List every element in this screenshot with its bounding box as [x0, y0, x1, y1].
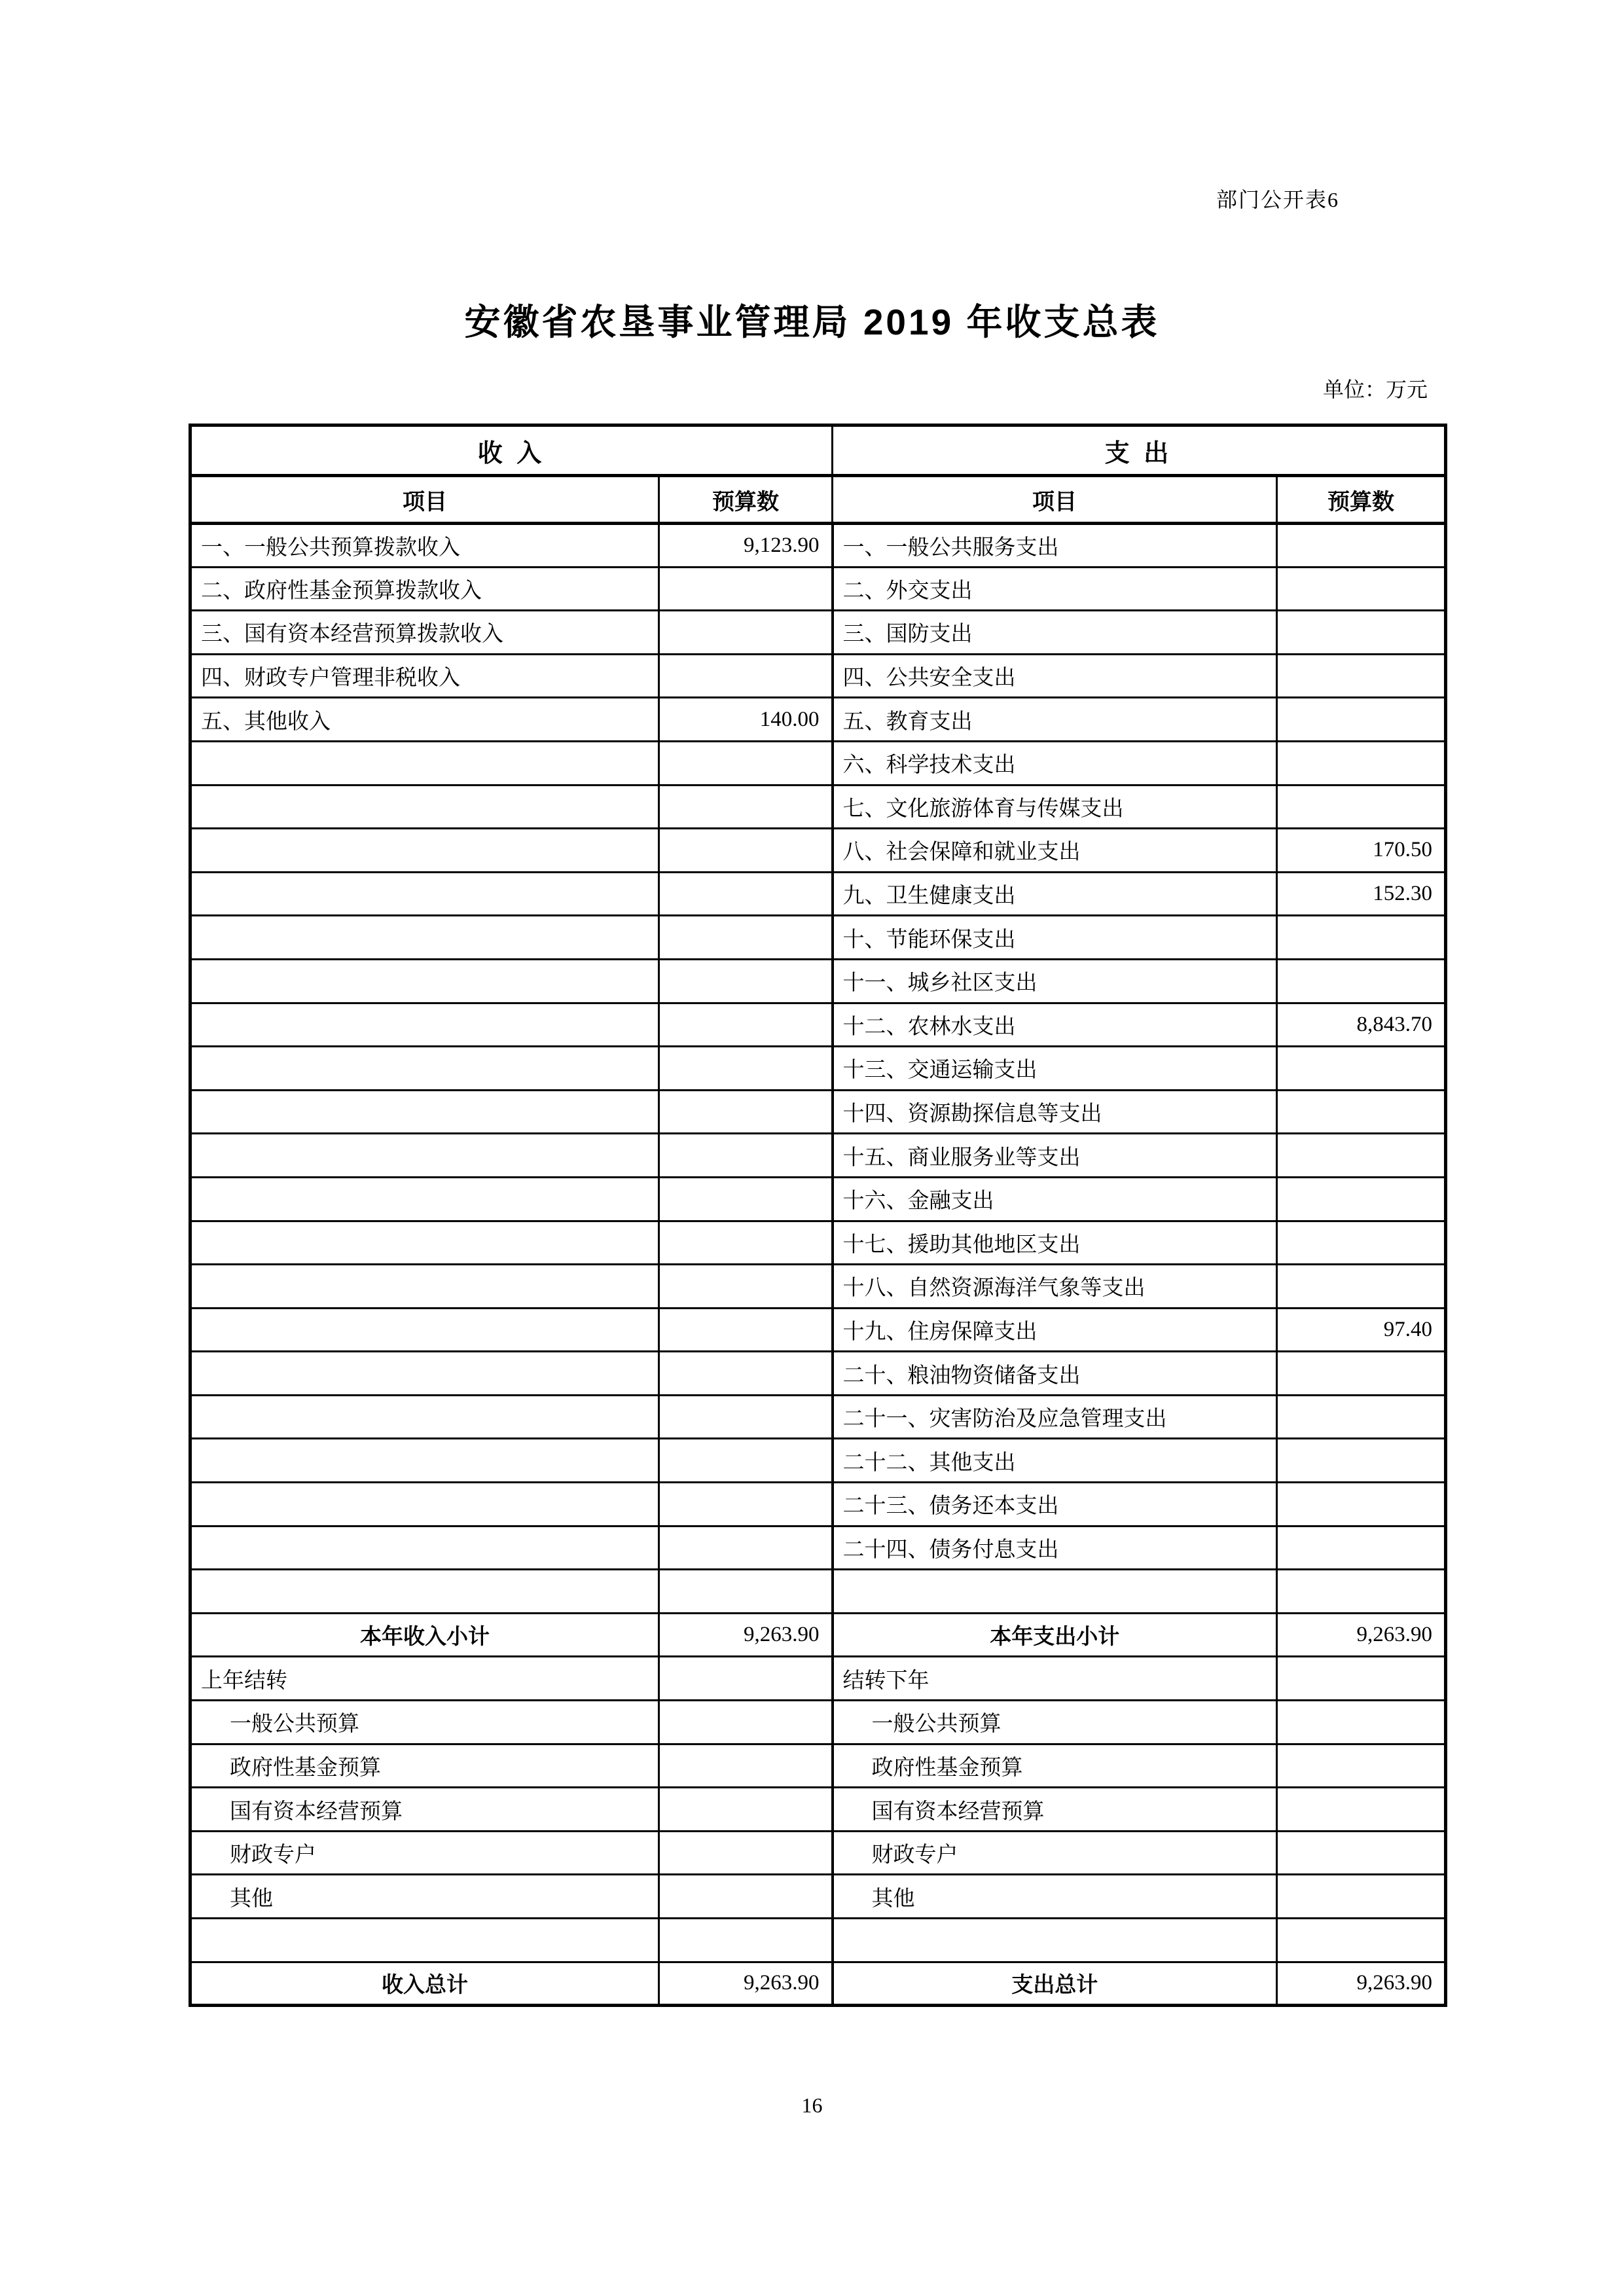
table-row: [190, 1875, 1446, 1919]
expense-item-cell: 十一、城乡社区支出: [833, 959, 1277, 1003]
expense-value-cell: [1277, 1701, 1446, 1744]
income-item-cell: 财政专户: [190, 1831, 659, 1875]
income-item-cell: 四、财政专户管理非税收入: [190, 654, 659, 698]
income-item-cell: [190, 1308, 659, 1352]
income-item-cell: [190, 959, 659, 1003]
expense-value-cell: [1277, 698, 1446, 742]
income-value-cell: 140.00: [659, 698, 833, 742]
expense-value-cell: [1277, 1090, 1446, 1134]
table-row: [190, 1265, 1446, 1309]
expense-item-cell: 七、文化旅游体育与传媒支出: [833, 785, 1277, 829]
expense-item-cell: 二十一、灾害防治及应急管理支出: [833, 1395, 1277, 1439]
expense-value-cell: [1277, 1439, 1446, 1483]
expense-item-cell: 五、教育支出: [833, 698, 1277, 742]
income-item-cell: [190, 785, 659, 829]
income-item-cell: 国有资本经营预算: [190, 1788, 659, 1832]
income-value-cell: [659, 1047, 833, 1091]
income-value-cell: 9,263.90: [659, 1962, 833, 2006]
table-row: [190, 1352, 1446, 1396]
income-value-cell: [659, 1483, 833, 1527]
expense-item-cell: 十、节能环保支出: [833, 916, 1277, 960]
expense-value-cell: [1277, 1570, 1446, 1614]
expense-value-cell: [1277, 916, 1446, 960]
expense-value-cell: [1277, 1831, 1446, 1875]
table-row: [190, 1962, 1446, 2006]
table-row: [190, 654, 1446, 698]
column-header-row: [190, 476, 1446, 524]
table-row: [190, 1177, 1446, 1221]
corner-label: 部门公开表6: [1216, 188, 1340, 211]
expense-item-cell: 十四、资源勘探信息等支出: [833, 1090, 1277, 1134]
income-value-cell: [659, 1701, 833, 1744]
expense-value-cell: [1277, 1265, 1446, 1309]
table-row: [190, 1919, 1446, 1962]
income-item-cell: [190, 1265, 659, 1309]
expense-value-cell: [1277, 567, 1446, 611]
expense-value-cell: [1277, 1919, 1446, 1962]
income-item-cell: [190, 1047, 659, 1091]
table-row: [190, 1613, 1446, 1657]
expense-item-cell: 十五、商业服务业等支出: [833, 1134, 1277, 1178]
income-item-cell: [190, 1352, 659, 1396]
expense-value-cell: [1277, 1177, 1446, 1221]
expense-section-header: 支 出: [833, 425, 1446, 476]
expense-item-cell: 结转下年: [833, 1657, 1277, 1701]
expense-value-cell: 8,843.70: [1277, 1003, 1446, 1047]
income-value-cell: [659, 872, 833, 916]
table-row: [190, 567, 1446, 611]
expense-value-cell: [1277, 1657, 1446, 1701]
table-row: [190, 1308, 1446, 1352]
expense-item-cell: 支出总计: [833, 1962, 1277, 2006]
income-value-cell: [659, 654, 833, 698]
expense-item-cell: 国有资本经营预算: [833, 1788, 1277, 1832]
income-value-cell: [659, 1526, 833, 1570]
expense-item-cell: 十七、援助其他地区支出: [833, 1221, 1277, 1265]
expense-item-cell: 十三、交通运输支出: [833, 1047, 1277, 1091]
income-value-cell: [659, 1875, 833, 1919]
income-item-cell: 本年收入小计: [190, 1613, 659, 1657]
expense-value-cell: [1277, 1526, 1446, 1570]
expense-item-cell: 十二、农林水支出: [833, 1003, 1277, 1047]
page-number: 16: [801, 2093, 823, 2117]
expense-item-cell: 三、国防支出: [833, 611, 1277, 655]
table-row: [190, 1788, 1446, 1832]
expense-item-cell: 一般公共预算: [833, 1701, 1277, 1744]
income-value-cell: [659, 1308, 833, 1352]
table-row: [190, 959, 1446, 1003]
expense-value-cell: [1277, 1875, 1446, 1919]
income-value-cell: [659, 1352, 833, 1396]
expense-item-cell: 九、卫生健康支出: [833, 872, 1277, 916]
expense-item-cell: 本年支出小计: [833, 1613, 1277, 1657]
expense-value-cell: 170.50: [1277, 829, 1446, 873]
expense-item-cell: 十六、金融支出: [833, 1177, 1277, 1221]
expense-value-cell: [1277, 654, 1446, 698]
expense-value-cell: [1277, 524, 1446, 568]
income-value-cell: [659, 785, 833, 829]
income-value-cell: [659, 1439, 833, 1483]
expense-value-cell: 9,263.90: [1277, 1613, 1446, 1657]
expense-item-cell: 二、外交支出: [833, 567, 1277, 611]
income-value-cell: [659, 1744, 833, 1788]
table-row: [190, 611, 1446, 655]
income-item-cell: [190, 1177, 659, 1221]
expense-budget-column-header: 预算数: [1277, 476, 1446, 524]
table-row: [190, 1831, 1446, 1875]
table-row: [190, 1221, 1446, 1265]
expense-item-cell: 十八、自然资源海洋气象等支出: [833, 1265, 1277, 1309]
income-value-cell: [659, 1657, 833, 1701]
income-item-cell: 上年结转: [190, 1657, 659, 1701]
table-row: [190, 524, 1446, 568]
income-value-cell: [659, 829, 833, 873]
table-row: [190, 1439, 1446, 1483]
expense-value-cell: [1277, 959, 1446, 1003]
income-value-cell: [659, 1265, 833, 1309]
income-value-cell: [659, 1395, 833, 1439]
income-item-cell: [190, 1134, 659, 1178]
income-value-cell: [659, 1570, 833, 1614]
table-row: [190, 872, 1446, 916]
income-value-cell: [659, 916, 833, 960]
income-item-cell: [190, 872, 659, 916]
income-item-cell: 收入总计: [190, 1962, 659, 2006]
expense-value-cell: [1277, 1221, 1446, 1265]
income-value-cell: 9,263.90: [659, 1613, 833, 1657]
income-value-cell: 9,123.90: [659, 524, 833, 568]
income-item-cell: [190, 1003, 659, 1047]
table-row: [190, 1134, 1446, 1178]
income-item-cell: [190, 1439, 659, 1483]
expense-item-cell: 八、社会保障和就业支出: [833, 829, 1277, 873]
income-value-cell: [659, 1090, 833, 1134]
expense-value-cell: [1277, 1395, 1446, 1439]
income-item-cell: [190, 829, 659, 873]
expense-item-cell: 其他: [833, 1875, 1277, 1919]
table-row: [190, 1003, 1446, 1047]
income-value-cell: [659, 1221, 833, 1265]
expense-value-cell: [1277, 1352, 1446, 1396]
table-row: [190, 1483, 1446, 1527]
expense-item-cell: 财政专户: [833, 1831, 1277, 1875]
table-row: [190, 1090, 1446, 1134]
table-row: [190, 1744, 1446, 1788]
table-row: [190, 785, 1446, 829]
table-row: [190, 698, 1446, 742]
income-item-cell: [190, 1395, 659, 1439]
expense-item-cell: 政府性基金预算: [833, 1744, 1277, 1788]
income-item-cell: 五、其他收入: [190, 698, 659, 742]
expense-value-cell: 97.40: [1277, 1308, 1446, 1352]
income-value-cell: [659, 1919, 833, 1962]
expense-value-cell: [1277, 785, 1446, 829]
expense-value-cell: [1277, 741, 1446, 785]
expense-value-cell: [1277, 1788, 1446, 1832]
income-item-column-header: 项目: [190, 476, 659, 524]
table-row: [190, 1526, 1446, 1570]
expense-item-cell: 十九、住房保障支出: [833, 1308, 1277, 1352]
income-item-cell: 三、国有资本经营预算拨款收入: [190, 611, 659, 655]
income-item-cell: [190, 1221, 659, 1265]
expense-value-cell: [1277, 1483, 1446, 1527]
income-item-cell: 一、一般公共预算拨款收入: [190, 524, 659, 568]
table-row: [190, 1570, 1446, 1614]
expense-item-cell: [833, 1919, 1277, 1962]
income-value-cell: [659, 611, 833, 655]
expense-item-cell: 四、公共安全支出: [833, 654, 1277, 698]
expense-item-column-header: 项目: [833, 476, 1277, 524]
table-row: [190, 829, 1446, 873]
expense-item-cell: 二十四、债务付息支出: [833, 1526, 1277, 1570]
income-value-cell: [659, 567, 833, 611]
expense-item-cell: 二十二、其他支出: [833, 1439, 1277, 1483]
income-section-header: 收 入: [190, 425, 833, 476]
income-item-cell: 政府性基金预算: [190, 1744, 659, 1788]
expense-value-cell: [1277, 1047, 1446, 1091]
expense-item-cell: 二十、粮油物资储备支出: [833, 1352, 1277, 1396]
income-value-cell: [659, 1788, 833, 1832]
expense-value-cell: [1277, 1744, 1446, 1788]
expense-item-cell: [833, 1570, 1277, 1614]
income-value-cell: [659, 1003, 833, 1047]
expense-item-cell: 六、科学技术支出: [833, 741, 1277, 785]
expense-value-cell: [1277, 1134, 1446, 1178]
unit-label: 单位：万元: [1322, 378, 1428, 401]
budget-table: [189, 424, 1447, 2007]
table-row: [190, 916, 1446, 960]
income-value-cell: [659, 1134, 833, 1178]
income-item-cell: [190, 1570, 659, 1614]
table-row: [190, 1047, 1446, 1091]
income-item-cell: [190, 916, 659, 960]
income-item-cell: 其他: [190, 1875, 659, 1919]
income-value-cell: [659, 741, 833, 785]
section-header-row: [190, 425, 1446, 476]
expense-value-cell: [1277, 611, 1446, 655]
income-item-cell: [190, 1526, 659, 1570]
expense-value-cell: 152.30: [1277, 872, 1446, 916]
expense-item-cell: 一、一般公共服务支出: [833, 524, 1277, 568]
income-item-cell: 一般公共预算: [190, 1701, 659, 1744]
income-item-cell: 二、政府性基金预算拨款收入: [190, 567, 659, 611]
table-row: [190, 741, 1446, 785]
page-title: 安徽省农垦事业管理局 2019 年收支总表: [464, 302, 1160, 342]
income-budget-column-header: 预算数: [659, 476, 833, 524]
table-row: [190, 1395, 1446, 1439]
income-value-cell: [659, 1177, 833, 1221]
income-value-cell: [659, 959, 833, 1003]
expense-value-cell: 9,263.90: [1277, 1962, 1446, 2006]
income-item-cell: [190, 741, 659, 785]
table-row: [190, 1701, 1446, 1744]
income-item-cell: [190, 1090, 659, 1134]
expense-item-cell: 二十三、债务还本支出: [833, 1483, 1277, 1527]
income-item-cell: [190, 1483, 659, 1527]
income-item-cell: [190, 1919, 659, 1962]
table-body: [190, 524, 1446, 2006]
income-value-cell: [659, 1831, 833, 1875]
table-row: [190, 1657, 1446, 1701]
